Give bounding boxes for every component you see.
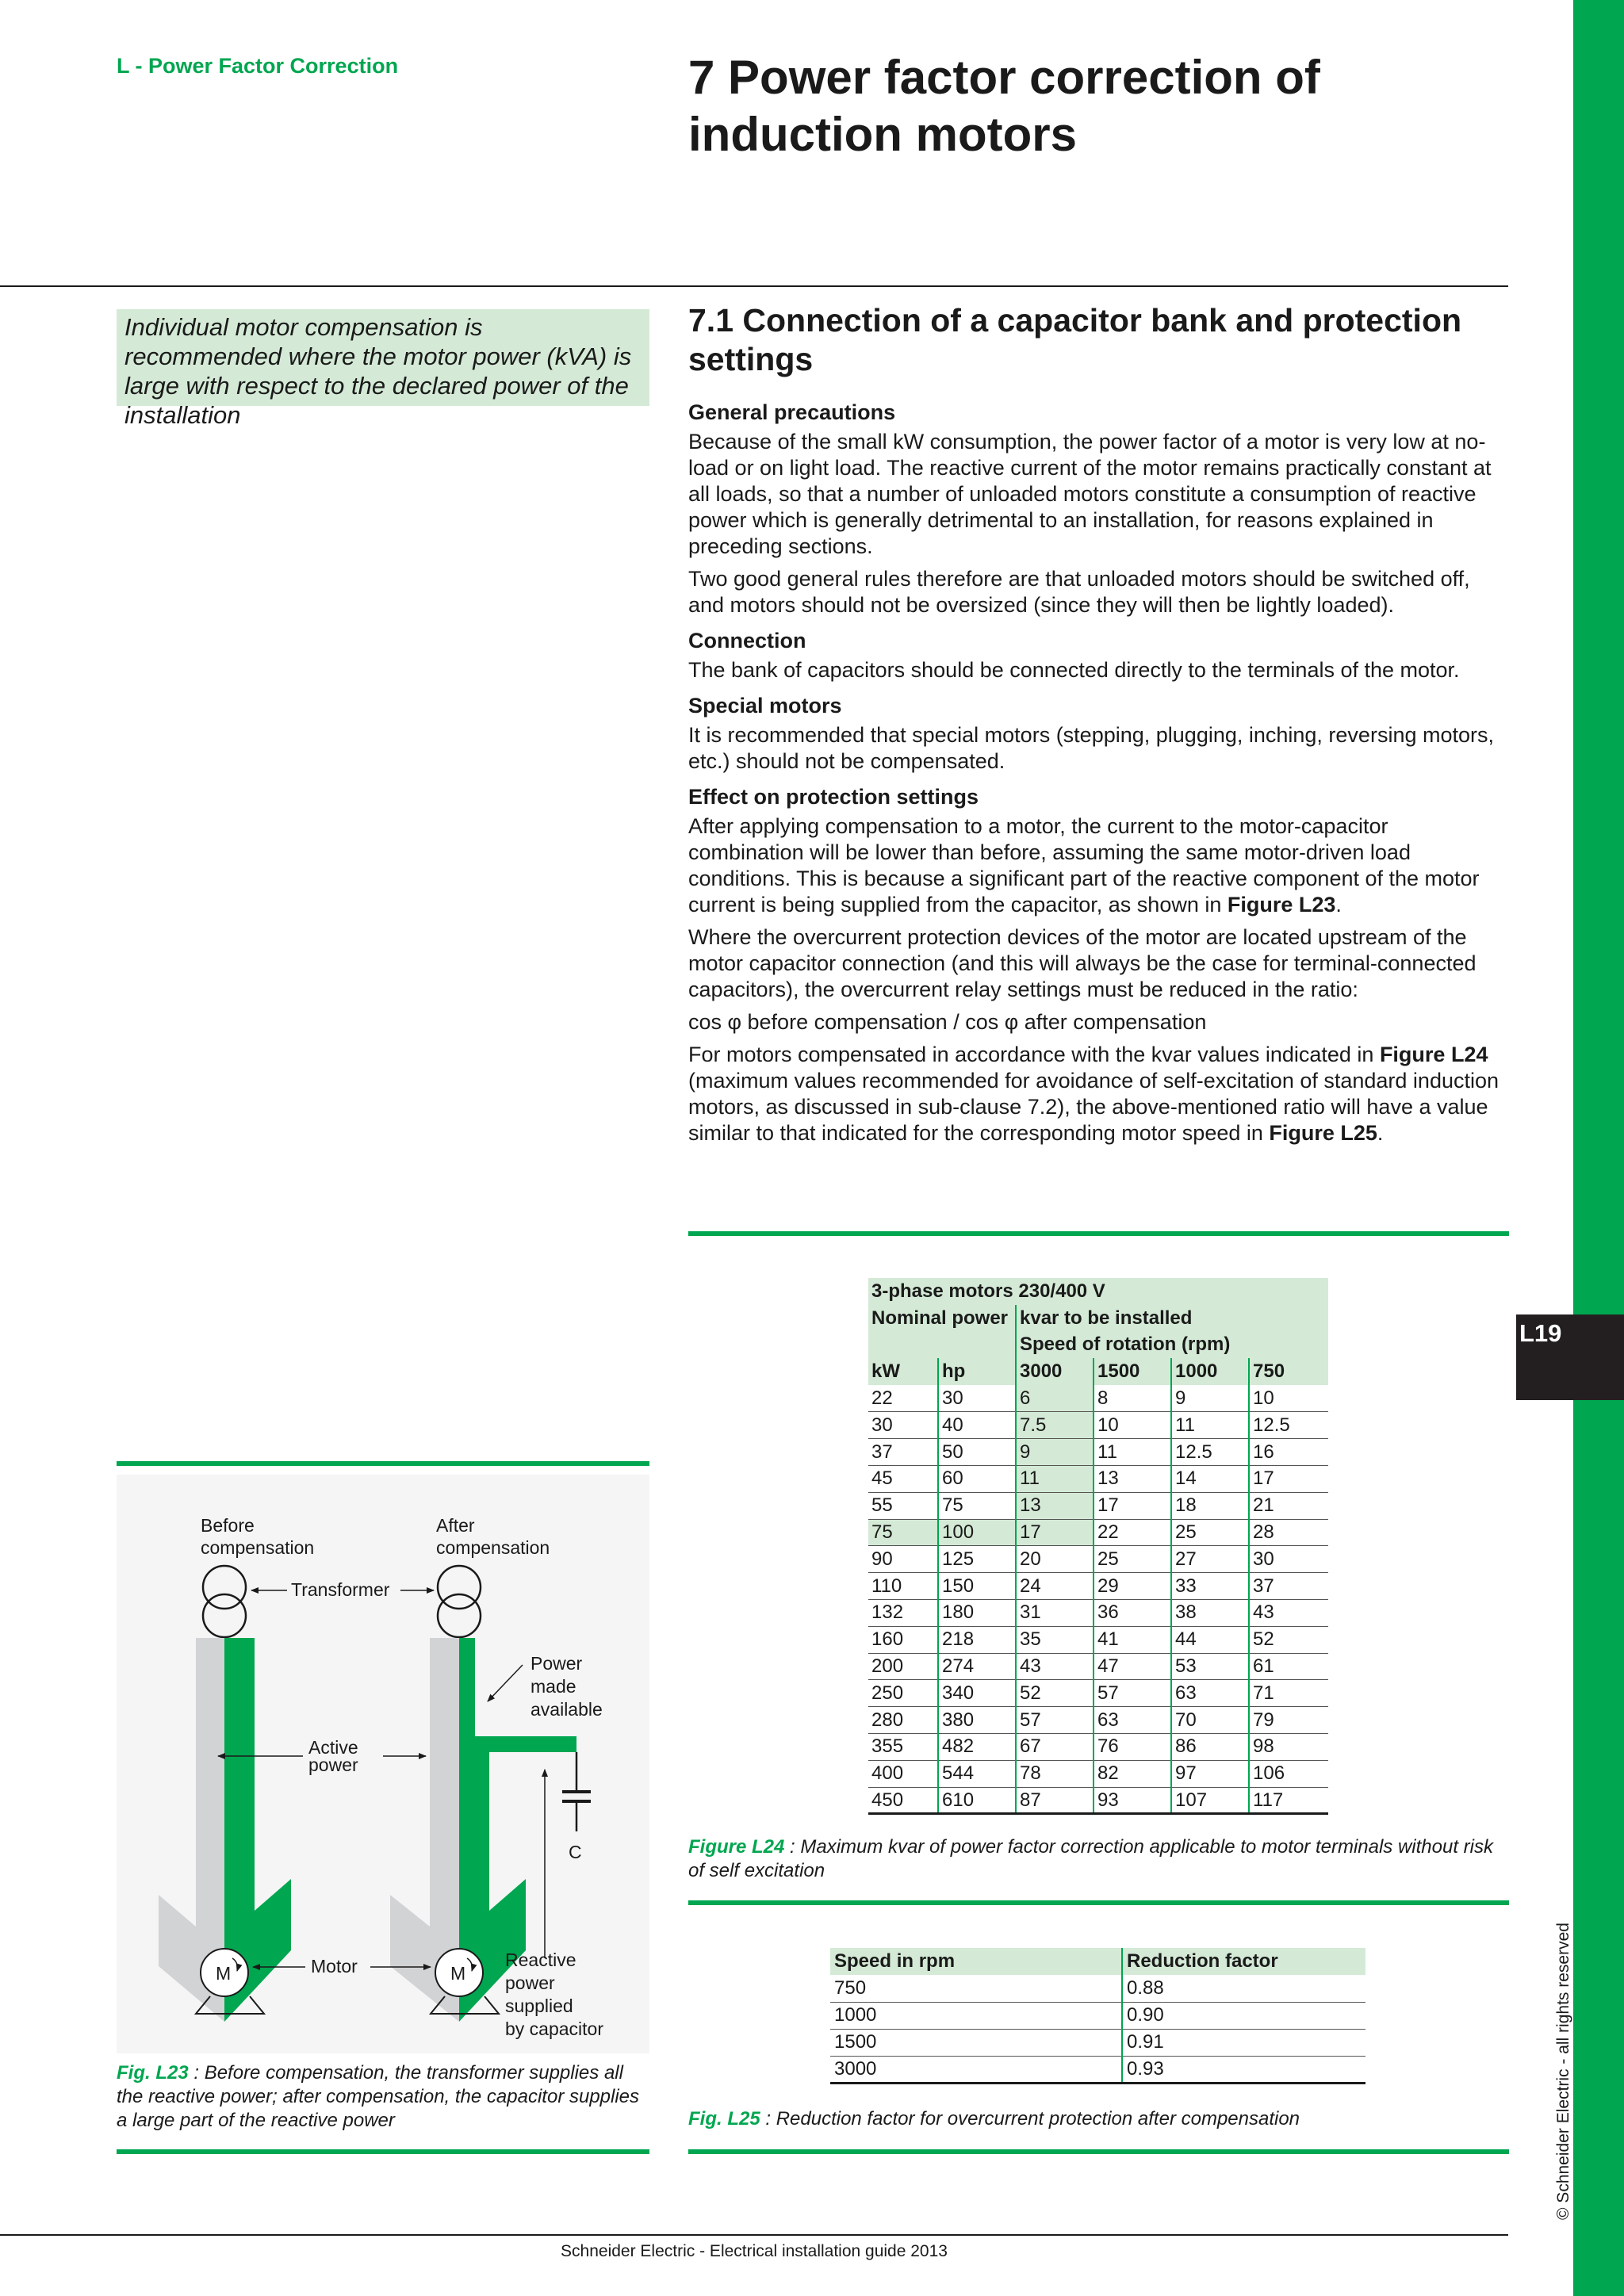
caption-figure-l24 [688, 1835, 1509, 1883]
label-c: C [569, 1842, 582, 1862]
table-cell: 117 [1249, 1787, 1328, 1814]
table-cell: 90 [868, 1546, 938, 1573]
paragraph: The bank of capacitors should be connected directly to the terminals of the motor. [688, 658, 1460, 682]
table-cell: 82 [1094, 1760, 1171, 1787]
label-power-1: Power [530, 1653, 583, 1674]
table-cell: 60 [938, 1466, 1016, 1493]
text-run: . [1335, 893, 1342, 916]
table-cell: 50 [938, 1439, 1016, 1466]
caption-label: Figure L24 [688, 1836, 785, 1858]
figure-ref-l23: Figure L23 [1227, 893, 1336, 916]
table-cell: 750 [830, 1975, 1122, 2002]
table-row [868, 1787, 1328, 1814]
green-divider [688, 1900, 1509, 1905]
section-label: L - Power Factor Correction [117, 54, 399, 78]
label-transformer: Transformer [291, 1579, 390, 1600]
header-nominal-power: Nominal power [868, 1305, 1016, 1332]
table-cell: 355 [868, 1734, 938, 1761]
heading-special-motors: Special motors [688, 694, 842, 718]
header-speed-750: 750 [1249, 1358, 1328, 1385]
green-divider [117, 1461, 649, 1466]
caption-label: Fig. L23 [117, 2062, 189, 2084]
table-cell: 610 [938, 1787, 1016, 1814]
footer: Schneider Electric - Electrical installation guide 2013 [561, 2242, 948, 2260]
table-row [868, 1600, 1328, 1627]
table-cell: 280 [868, 1707, 938, 1734]
figure-ref-l24: Figure L24 [1379, 1043, 1488, 1066]
copyright-notice: © Schneider Electric - all rights reserved [1554, 1923, 1572, 2220]
table-cell: 0.93 [1122, 2056, 1365, 2083]
label-after-2: compensation [436, 1537, 550, 1558]
table-reduction-factor [830, 1948, 1365, 2084]
table-cell: 1000 [830, 2002, 1122, 2029]
caption-figure-l25 [688, 2107, 1509, 2131]
table-row [830, 2002, 1365, 2029]
header-kw: kW [868, 1358, 938, 1385]
caption-figure-l23 [117, 2061, 649, 2133]
table-cell: 8 [1094, 1385, 1171, 1412]
text-run: (maximum values recommended for avoidance of self-excitation of standard induction motors, as discussed in sub-clause 7.2), the above-mentioned ratio will have a value similar to that indicated for the corresponding motor speed in [688, 1069, 1500, 1145]
table-cell: 380 [938, 1707, 1016, 1734]
label-reactive-3: supplied [505, 1996, 573, 2016]
table-row [868, 1412, 1328, 1439]
table-cell: 25 [1171, 1519, 1249, 1546]
table-cell: 43 [1016, 1653, 1094, 1680]
table-cell: 544 [938, 1760, 1016, 1787]
table-cell: 76 [1094, 1734, 1171, 1761]
header-speed-1000: 1000 [1171, 1358, 1249, 1385]
table-cell: 44 [1171, 1626, 1249, 1653]
table-cell: 20 [1016, 1546, 1094, 1573]
diagram-compensation [117, 1475, 649, 2053]
text-run: . [1377, 1121, 1384, 1145]
table-cell: 63 [1094, 1707, 1171, 1734]
header-speed: Speed of rotation (rpm) [1016, 1332, 1328, 1359]
table-cell: 75 [868, 1519, 938, 1546]
transformer-symbol-after [438, 1566, 481, 1637]
table-cell: 53 [1171, 1653, 1249, 1680]
table-cell: 38 [1171, 1600, 1249, 1627]
paragraph: Where the overcurrent protection devices of the motor are located upstream of the motor capacitor connection (and this will always be the case for terminal-connected capacitors), the overcurrent relay settings must be reduced in the ratio: [688, 925, 1477, 1001]
label-active-1: Active [308, 1737, 358, 1758]
table-cell: 79 [1249, 1707, 1328, 1734]
table-cell: 10 [1249, 1385, 1328, 1412]
table-cell: 340 [938, 1680, 1016, 1707]
table-cell: 14 [1171, 1466, 1249, 1493]
label-power-3: available [530, 1699, 603, 1720]
green-divider [688, 1231, 1509, 1236]
table-row [868, 1519, 1328, 1546]
table-cell: 22 [1094, 1519, 1171, 1546]
paragraph: Because of the small kW consumption, the power factor of a motor is very low at no-load or on light load. The reactive current of the motor remains practically constant at all loads, so that a number of unloaded motors constitute a consumption of reactive power which is generally detrimental to an installation, for reasons explained in preceding sections. [688, 430, 1492, 558]
header-speed-1500: 1500 [1094, 1358, 1171, 1385]
table-cell: 0.91 [1122, 2029, 1365, 2056]
caption-text: : Reduction factor for overcurrent protection after compensation [760, 2108, 1300, 2130]
table-cell: 0.88 [1122, 1975, 1365, 2002]
table-cell: 57 [1016, 1707, 1094, 1734]
table-row [868, 1573, 1328, 1600]
table-cell: 17 [1094, 1492, 1171, 1519]
table-cell: 41 [1094, 1626, 1171, 1653]
green-divider [688, 2149, 1509, 2154]
header-kvar: kvar to be installed [1016, 1305, 1328, 1332]
paragraph [688, 813, 1509, 918]
table-cell: 7.5 [1016, 1412, 1094, 1439]
table-cell: 36 [1094, 1600, 1171, 1627]
paragraph [688, 1042, 1509, 1146]
capacitor-symbol [562, 1752, 591, 1831]
table-cell: 30 [1249, 1546, 1328, 1573]
table-cell: 43 [1249, 1600, 1328, 1627]
table-row [868, 1653, 1328, 1680]
heading-general-precautions: General precautions [688, 400, 896, 424]
table-cell: 52 [1016, 1680, 1094, 1707]
table-cell: 37 [868, 1439, 938, 1466]
table-cell: 75 [938, 1492, 1016, 1519]
header-reduction-factor: Reduction factor [1122, 1948, 1365, 1975]
table-cell: 52 [1249, 1626, 1328, 1653]
table-cell: 30 [868, 1412, 938, 1439]
table-row [868, 1492, 1328, 1519]
table-row [868, 1707, 1328, 1734]
table-cell: 10 [1094, 1412, 1171, 1439]
subsection-title: 7.1 Connection of a capacitor bank and protection settings [688, 302, 1462, 377]
table-cell: 22 [868, 1385, 938, 1412]
table-cell: 6 [1016, 1385, 1094, 1412]
table-cell: 218 [938, 1626, 1016, 1653]
table-cell: 93 [1094, 1787, 1171, 1814]
table-cell: 70 [1171, 1707, 1249, 1734]
table-cell: 71 [1249, 1680, 1328, 1707]
table-cell: 274 [938, 1653, 1016, 1680]
table-cell: 180 [938, 1600, 1016, 1627]
table-cell: 37 [1249, 1573, 1328, 1600]
table-cell: 78 [1016, 1760, 1094, 1787]
table-cell: 12.5 [1249, 1412, 1328, 1439]
table-cell: 132 [868, 1600, 938, 1627]
table-cell: 1500 [830, 2029, 1122, 2056]
table-cell: 150 [938, 1573, 1016, 1600]
table-row [868, 1385, 1328, 1412]
table-cell: 450 [868, 1787, 938, 1814]
table-cell: 200 [868, 1653, 938, 1680]
table-row [868, 1546, 1328, 1573]
caption-text: : Before compensation, the transformer supplies all the reactive power; after compensation, the capacitor supplies a large part of the reactive power [117, 2062, 640, 2131]
table-cell: 45 [868, 1466, 938, 1493]
arrow [488, 1665, 523, 1701]
table-cell: 29 [1094, 1573, 1171, 1600]
table-cell: 87 [1016, 1787, 1094, 1814]
side-color-bar [1573, 0, 1624, 2296]
table-cell: 61 [1249, 1653, 1328, 1680]
table-cell: 9 [1016, 1439, 1094, 1466]
heading-effect-protection: Effect on protection settings [688, 785, 979, 809]
label-reactive-1: Reactive [505, 1950, 576, 1970]
table-cell: 0.90 [1122, 2002, 1365, 2029]
table-cell: 13 [1094, 1466, 1171, 1493]
header-speed-3000: 3000 [1016, 1358, 1094, 1385]
ratio-formula: cos φ before compensation / cos φ after compensation [688, 1010, 1207, 1034]
table-cell: 57 [1094, 1680, 1171, 1707]
table-row [868, 1734, 1328, 1761]
table-cell: 25 [1094, 1546, 1171, 1573]
table-cell: 9 [1171, 1385, 1249, 1412]
table-cell: 40 [938, 1412, 1016, 1439]
table-cell: 11 [1171, 1412, 1249, 1439]
chapter-title: 7 Power factor correction of induction motors [688, 51, 1320, 161]
label-before-1: Before [201, 1515, 255, 1536]
table-cell: 63 [1171, 1680, 1249, 1707]
table-cell: 400 [868, 1760, 938, 1787]
table-cell: 98 [1249, 1734, 1328, 1761]
paragraph: It is recommended that special motors (stepping, plugging, inching, reversing motors, etc.) should not be compensated. [688, 723, 1494, 773]
table-cell: 47 [1094, 1653, 1171, 1680]
label-before-2: compensation [201, 1537, 315, 1558]
table-row [830, 1975, 1365, 2002]
figure-ref-l25: Figure L25 [1269, 1121, 1377, 1145]
header-speed-rpm: Speed in rpm [830, 1948, 1122, 1975]
table-row [868, 1680, 1328, 1707]
caption-text: : Maximum kvar of power factor correction applicable to motor terminals without risk of self excitation [688, 1836, 1494, 1881]
label-power-2: made [530, 1676, 576, 1697]
table-row [830, 2056, 1365, 2083]
table-cell: 24 [1016, 1573, 1094, 1600]
transformer-symbol-before [203, 1566, 246, 1637]
table-cell: 21 [1249, 1492, 1328, 1519]
table-cell: 13 [1016, 1492, 1094, 1519]
table-cell: 11 [1016, 1466, 1094, 1493]
table-row [868, 1626, 1328, 1653]
heading-connection: Connection [688, 629, 806, 652]
margin-note: Individual motor compensation is recommended where the motor power (kVA) is large with respect to the declared power of the installation [117, 309, 649, 406]
table-row [868, 1760, 1328, 1787]
table-row [868, 1439, 1328, 1466]
table-cell: 67 [1016, 1734, 1094, 1761]
table-row [868, 1466, 1328, 1493]
paragraph: Two good general rules therefore are that unloaded motors should be switched off, and motors should not be oversized (since they will then be lightly loaded). [688, 567, 1470, 617]
text-run: For motors compensated in accordance with the kvar values indicated in [688, 1043, 1380, 1066]
table-cell: 125 [938, 1546, 1016, 1573]
table-cell: 31 [1016, 1600, 1094, 1627]
table-cell: 30 [938, 1385, 1016, 1412]
table-cell: 17 [1249, 1466, 1328, 1493]
table-cell: 160 [868, 1626, 938, 1653]
label-motor: Motor [311, 1956, 358, 1976]
table-cell: 18 [1171, 1492, 1249, 1519]
table-cell: 28 [1249, 1519, 1328, 1546]
body-text [688, 400, 1509, 1153]
table-cell: 106 [1249, 1760, 1328, 1787]
label-m: M [216, 1963, 232, 1984]
table-cell: 482 [938, 1734, 1016, 1761]
table-cell: 27 [1171, 1546, 1249, 1573]
header-hp: hp [938, 1358, 1016, 1385]
table-cell: 16 [1249, 1439, 1328, 1466]
label-reactive-4: by capacitor [505, 2019, 604, 2039]
table-cell: 100 [938, 1519, 1016, 1546]
top-divider [0, 285, 1508, 287]
label-reactive-2: power [505, 1973, 555, 1993]
page-tab: L19 [1516, 1314, 1624, 1400]
table-cell: 11 [1094, 1439, 1171, 1466]
table-cell: 250 [868, 1680, 938, 1707]
header-blank [868, 1332, 1016, 1359]
table-cell: 12.5 [1171, 1439, 1249, 1466]
caption-label: Fig. L25 [688, 2108, 760, 2130]
label-active-2: power [308, 1755, 358, 1775]
table-cell: 35 [1016, 1626, 1094, 1653]
table-cell: 97 [1171, 1760, 1249, 1787]
text-run: After applying compensation to a motor, the current to the motor-capacitor combination will be lower than before, assuming the same motor-driven load conditions. This is because a significant part of the reactive component of the motor current is being supplied from the capacitor, as shown in [688, 814, 1480, 916]
table-cell: 33 [1171, 1573, 1249, 1600]
table-cell: 107 [1171, 1787, 1249, 1814]
table-motor-kvar [868, 1278, 1328, 1815]
table-cell: 86 [1171, 1734, 1249, 1761]
table-cell: 17 [1016, 1519, 1094, 1546]
table-cell: 55 [868, 1492, 938, 1519]
bottom-divider [0, 2234, 1508, 2236]
label-m: M [450, 1963, 466, 1984]
table-title: 3-phase motors 230/400 V [868, 1278, 1328, 1305]
label-after-1: After [436, 1515, 475, 1536]
table-row [830, 2029, 1365, 2056]
green-divider [117, 2149, 649, 2154]
table-cell: 3000 [830, 2056, 1122, 2083]
table-cell: 110 [868, 1573, 938, 1600]
